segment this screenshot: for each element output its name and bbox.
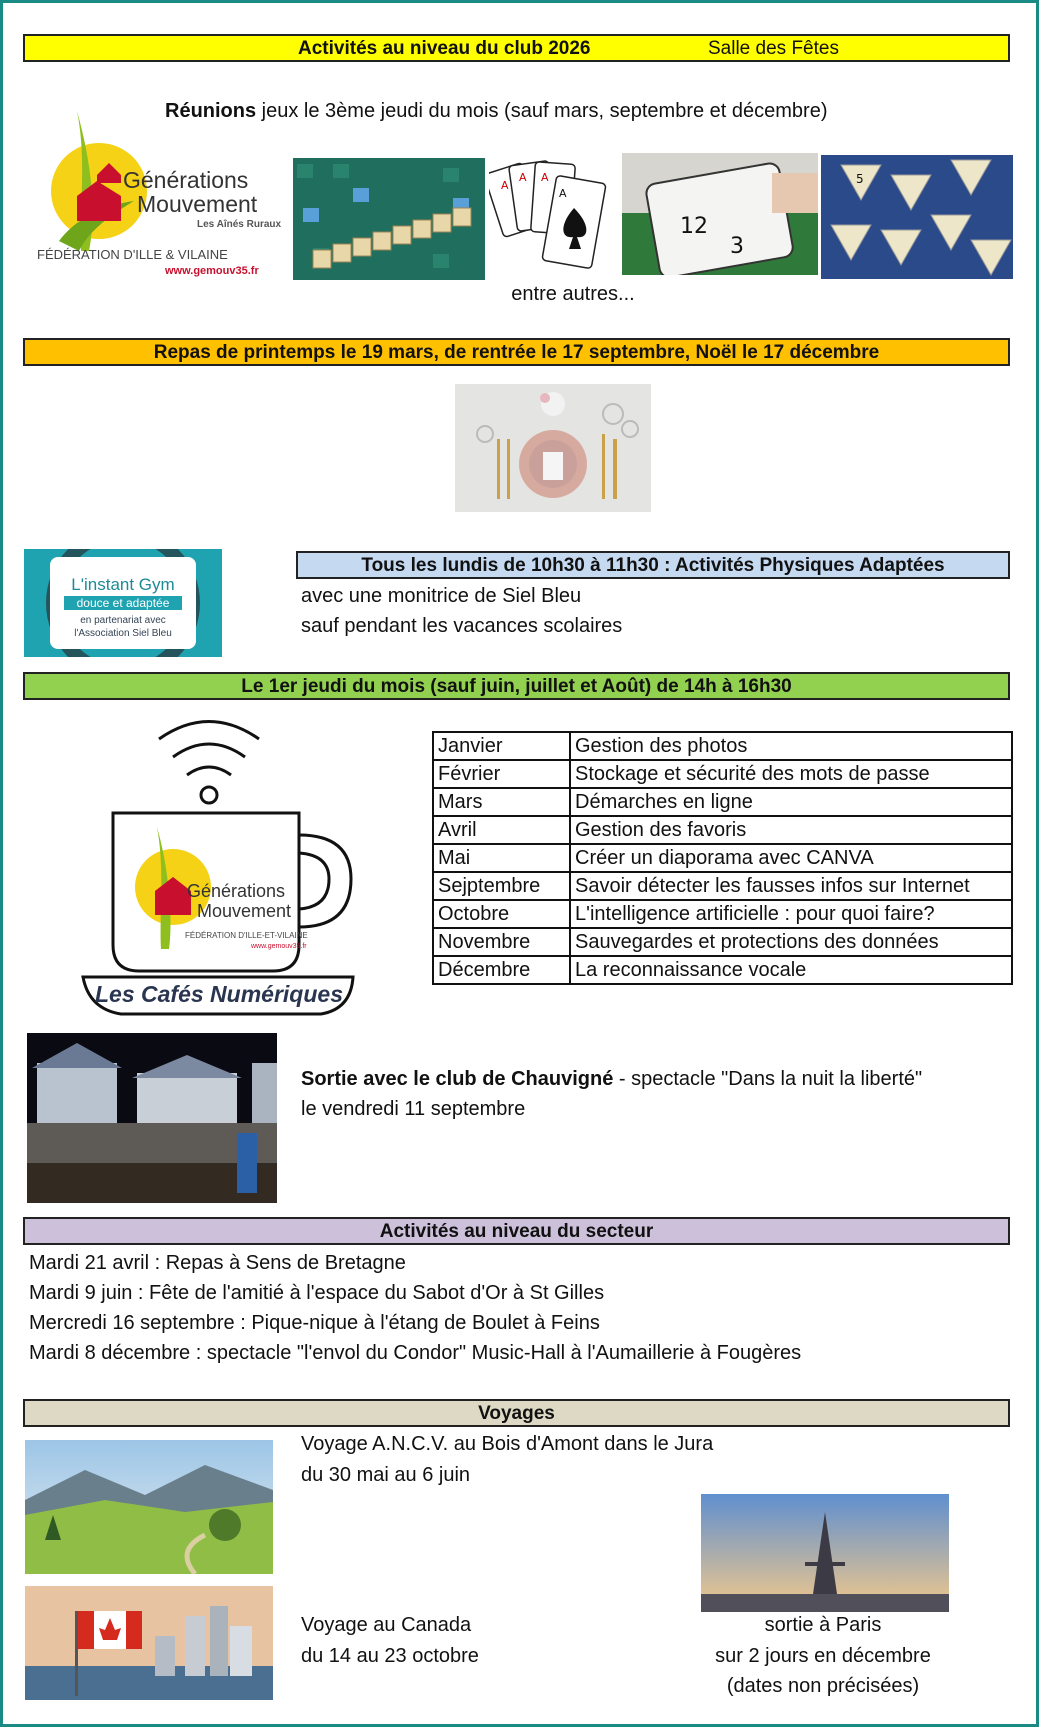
jura-graphic [25,1440,273,1574]
scrabble-graphic [293,158,485,280]
svg-text:12: 12 [680,214,708,239]
board-game-image [622,153,818,275]
header-band [23,34,1010,62]
spectacle-image [27,1033,277,1203]
table-row [433,956,1012,984]
jura-line2: du 30 mai au 6 juin [301,1464,471,1486]
paris-line3: (dates non précisées) [726,1675,920,1697]
repas-band: Repas de printemps le 19 mars, de rentrée le 17 septembre, Noël le 17 décembre [23,338,1010,366]
month-cell: Février [433,760,570,788]
triominos-image [821,155,1013,279]
svg-text:A: A [541,171,549,184]
sortie-line1 [301,1066,922,1092]
month-cell: Mars [433,788,570,816]
table-row [433,788,1012,816]
logo-line2: Mouvement [137,191,258,217]
gym-line2: sauf pendant les vacances scolaires [301,615,623,637]
svg-text:A: A [501,179,509,192]
reunions-text: jeux le 3ème jeudi du mois (sauf mars, septembre et décembre) [256,100,828,122]
topic-cell: Démarches en ligne [570,788,1012,816]
voyages-band: Voyages [23,1399,1010,1427]
sortie-bold: Sortie avec le club de Chauvigné [301,1068,614,1090]
topic-cell: Sauvegardes et protections des données [570,928,1012,956]
secteur-item-2: Mardi 9 juin : Fête de l'amitié à l'espace du Sabot d'Or à St Gilles [29,1282,605,1304]
paris-line2: sur 2 jours en décembre [715,1645,931,1667]
secteur-item-1: Mardi 21 avril : Repas à Sens de Bretagne [29,1252,406,1274]
triominos-graphic [821,155,1013,279]
gym-logo-line2: douce et adaptée [64,596,182,610]
header-location: Salle des Fêtes [708,38,839,59]
logo-url: www.gemouv35.fr [165,265,259,277]
spectacle-graphic [27,1033,277,1203]
gym-logo-line3: en partenariat avec [80,615,166,626]
jura-image [25,1440,273,1574]
secteur-item-4: Mardi 8 décembre : spectacle "l'envol du Condor" Music-Hall à l'Aumaillerie à Fougères [29,1342,802,1364]
table-row [433,900,1012,928]
cafes-schedule-table [432,731,1013,985]
generations-mouvement-logo [29,101,282,281]
jura-line1: Voyage A.N.C.V. au Bois d'Amont dans le Jura [301,1433,714,1455]
table-setting-image [455,384,651,512]
reunions-caption: entre autres... [511,283,635,305]
cafes-logo-url: www.gemouv35.fr [251,943,307,950]
instant-gym-logo [24,549,222,657]
month-cell: Octobre [433,900,570,928]
paris-graphic [701,1494,949,1612]
svg-text:A: A [559,187,567,200]
month-cell: Décembre [433,956,570,984]
canada-image [25,1586,273,1700]
reunions-line [165,98,828,124]
topic-cell: Créer un diaporama avec CANVA [570,844,1012,872]
secteur-band: Activités au niveau du secteur [23,1217,1010,1245]
cafes-logo-line2: Mouvement [197,901,292,921]
gym-logo-line4: l'Association Siel Bleu [74,628,172,639]
sortie-line2: le vendredi 11 septembre [301,1098,526,1120]
table-row [433,872,1012,900]
canada-line1: Voyage au Canada [301,1614,472,1636]
topic-cell: La reconnaissance vocale [570,956,1012,984]
table-row [433,732,1012,760]
paris-image [701,1494,949,1612]
month-cell: Novembre [433,928,570,956]
table-row [433,760,1012,788]
gym-logo-line1: L'instant Gym [71,575,175,594]
header-title: Activités au niveau du club 2026 [298,38,591,59]
gym-line1: avec une monitrice de Siel Bleu [301,585,582,607]
playing-cards-image [489,153,617,281]
logo-subtitle: Les Aînés Ruraux [197,219,282,230]
table-row [433,928,1012,956]
month-cell: Janvier [433,732,570,760]
playing-cards-graphic [489,153,617,281]
topic-cell: Savoir détecter les fausses infos sur Internet [570,872,1012,900]
logo-line1: Générations [123,167,249,193]
month-cell: Mai [433,844,570,872]
gym-band: Tous les lundis de 10h30 à 11h30 : Activités Physiques Adaptées [296,551,1010,579]
cafes-logo-label: Les Cafés Numériques [95,981,343,1007]
topic-cell: L'intelligence artificielle : pour quoi faire? [570,900,1012,928]
svg-text:3: 3 [730,234,744,259]
cafes-band: Le 1er jeudi du mois (sauf juin, juillet et Août) de 14h à 16h30 [23,672,1010,700]
topic-cell: Stockage et sécurité des mots de passe [570,760,1012,788]
table-row [433,844,1012,872]
table-row [433,816,1012,844]
cafes-logo-line1: Générations [187,881,286,901]
topic-cell: Gestion des photos [570,732,1012,760]
coffee-cup-graphic [81,709,357,1019]
table-setting-graphic [455,384,651,512]
scrabble-image [293,158,485,280]
logo-federation: FÉDÉRATION D'ILLE & VILAINE [37,247,228,262]
canada-graphic [25,1586,273,1700]
cafes-numeriques-logo [81,709,357,1019]
cafes-logo-fed: FÉDÉRATION D'ILLE-ET-VILAINE [185,931,308,940]
secteur-item-3: Mercredi 16 septembre : Pique-nique à l'étang de Boulet à Feins [29,1312,600,1334]
canada-line2: du 14 au 23 octobre [301,1645,479,1667]
svg-text:A: A [519,171,527,184]
svg-text:5: 5 [856,172,864,186]
sortie-text: - spectacle "Dans la nuit la liberté" [613,1068,923,1090]
reunions-bold: Réunions [165,100,257,122]
month-cell: Sejptembre [433,872,570,900]
topic-cell: Gestion des favoris [570,816,1012,844]
board-game-graphic [622,153,818,275]
paris-line1: sortie à Paris [764,1614,882,1636]
month-cell: Avril [433,816,570,844]
